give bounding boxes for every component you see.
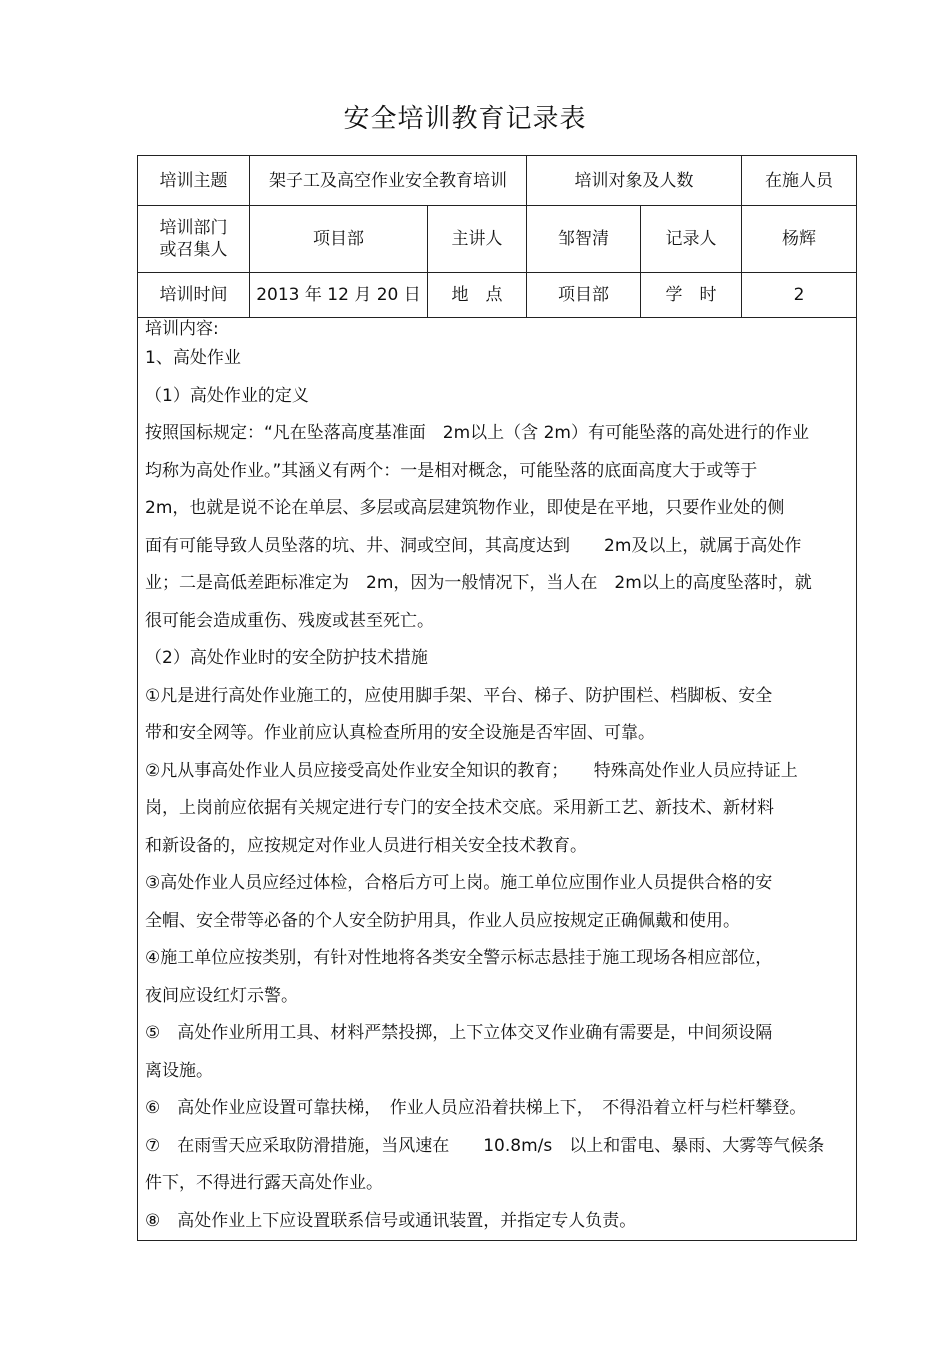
record-table [137, 155, 857, 1241]
table-row [138, 318, 857, 1241]
content-line: 离设施。 [145, 1060, 213, 1081]
table-row [138, 206, 857, 273]
training-content-cell [138, 318, 857, 1241]
content-line: 带和安全网等。作业前应认真检查所用的安全设施是否牢固、可靠。 [145, 723, 655, 743]
time-label: 培训时间 [138, 273, 250, 318]
content-line: ⑦ 在雨雪天应采取防滑措施，当风速在 10.8m/s 以上和雷电、暴雨、大雾等气候条 [145, 1135, 825, 1156]
content-line: （1）高处作业的定义 [145, 385, 309, 406]
content-line: ⑧ 高处作业上下应设置联系信号或通讯装置，并指定专人负责。 [145, 1210, 637, 1231]
content-line: 培训内容: [145, 319, 219, 339]
audience-label: 培训对象及人数 [527, 156, 742, 206]
content-line: ⑤ 高处作业所用工具、材料严禁投掷，上下立体交叉作业确有需要是，中间须设隔 [145, 1023, 773, 1043]
content-line: 件下，不得进行露天高处作业。 [145, 1173, 383, 1193]
content-line: ⑥ 高处作业应设置可靠扶梯， 作业人员应沿着扶梯上下， 不得沿着立杆与栏杆攀登。 [145, 1098, 807, 1118]
audience-value: 在施人员 [742, 156, 857, 206]
speaker-value: 邹智清 [527, 206, 641, 273]
training-content [138, 318, 856, 1240]
table-row [138, 156, 857, 206]
dept-label-text: 培训部门或召集人 [159, 218, 228, 260]
dept-label [138, 206, 250, 273]
content-line: （2）高处作业时的安全防护技术措施 [145, 648, 428, 668]
speaker-label: 主讲人 [428, 206, 527, 273]
content-line: 岗，上岗前应依据有关规定进行专门的安全技术交底。采用新工艺、新技术、新材料 [145, 798, 774, 818]
content-line: ④施工单位应按类别，有针对性地将各类安全警示标志悬挂于施工现场各相应部位， [145, 948, 773, 968]
content-line: 面有可能导致人员坠落的坑、井、洞或空间，其高度达到 2m及以上，就属于高处作 [145, 535, 802, 556]
hours-label: 学 时 [641, 273, 742, 318]
place-label: 地 点 [428, 273, 527, 318]
topic-label: 培训主题 [138, 156, 250, 206]
time-value: 2013 年 12 月 20 日 [250, 273, 428, 318]
content-line: 2m，也就是说不论在单层、多层或高层建筑物作业，即使是在平地，只要作业处的侧 [145, 498, 785, 518]
content-line: 均称为高处作业。”其涵义有两个：一是相对概念，可能坠落的底面高度大于或等于 [145, 460, 758, 481]
recorder-label: 记录人 [641, 206, 742, 273]
content-line: 全帽、安全带等必备的个人安全防护用具，作业人员应按规定正确佩戴和使用。 [145, 910, 740, 931]
dept-value: 项目部 [250, 206, 428, 273]
topic-value-text: 架子工及高空作业安全教育培训 [269, 170, 507, 191]
content-line: 很可能会造成重伤、残废或甚至死亡。 [145, 610, 434, 631]
place-value: 项目部 [527, 273, 641, 318]
content-line: 业；二是高低差距标准定为 2m，因为一般情况下，当人在 2m以上的高度坠落时，就 [145, 573, 812, 593]
topic-value [250, 156, 527, 206]
content-line: 按照国标规定：“凡在坠落高度基准面 2m以上（含 2m）有可能坠落的高处进行的作业 [145, 423, 809, 443]
content-line: ②凡从事高处作业人员应接受高处作业安全知识的教育； 特殊高处作业人员应持证上 [145, 760, 798, 781]
content-line: ①凡是进行高处作业施工的，应使用脚手架、平台、梯子、防护围栏、档脚板、安全 [145, 685, 773, 706]
recorder-value: 杨辉 [742, 206, 857, 273]
content-line: ③高处作业人员应经过体检，合格后方可上岗。施工单位应围作业人员提供合格的安 [145, 873, 773, 893]
content-line: 夜间应设红灯示警。 [145, 985, 298, 1006]
page-title: 安全培训教育记录表 [343, 104, 587, 134]
content-line: 和新设备的，应按规定对作业人员进行相关安全技术教育。 [145, 835, 587, 856]
content-line: 1、高处作业 [145, 348, 241, 368]
table-row [138, 273, 857, 318]
hours-value: 2 [742, 273, 857, 318]
